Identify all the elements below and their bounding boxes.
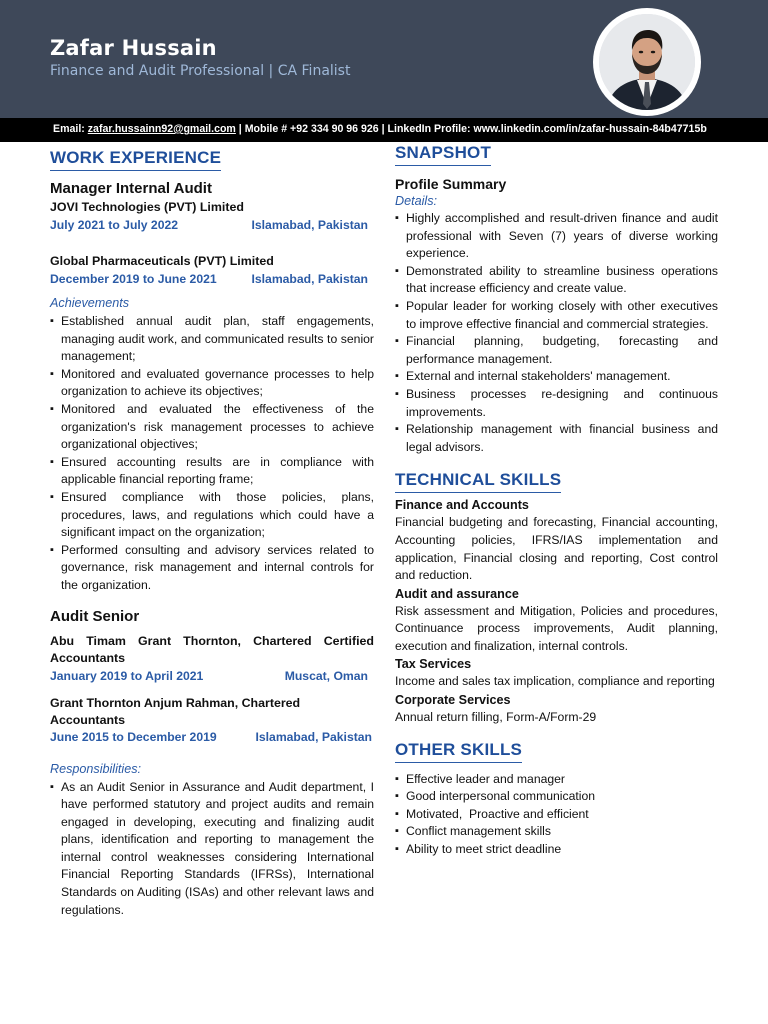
job-dates-row xyxy=(50,668,374,685)
skill-group-text: Income and sales tax implication, compliance and reporting xyxy=(395,674,715,689)
list-item: ▪ Ensured accounting results are in compliance with applicable financial reporting frame; xyxy=(50,454,374,489)
list-item: ▪ Financial planning, budgeting, forecasting and performance management. xyxy=(395,333,718,368)
job-title: Manager Internal Audit xyxy=(50,180,212,197)
contact-bar xyxy=(0,118,768,142)
profile-photo xyxy=(599,14,695,110)
list-item: ▪ Relationship management with financial business and legal advisors. xyxy=(395,421,718,456)
details-label: Details: xyxy=(395,194,437,208)
profile-summary-list xyxy=(395,210,718,456)
job-dates: January 2019 to April 2021 xyxy=(50,668,204,683)
achievements-label: Achievements xyxy=(50,296,130,310)
skill-group-title: Audit and assurance xyxy=(395,586,519,601)
list-item: ▪ Motivated, Proactive and efficient xyxy=(395,806,718,824)
other-skills-list xyxy=(395,771,718,859)
skill-group-text: Risk assessment and Mitigation, Policies and procedures, Continuance process improvements, Audit planning, execution and finalization, internal controls. xyxy=(395,603,718,653)
other-skills-heading: OTHER SKILLS xyxy=(395,740,522,763)
candidate-subtitle: Finance and Audit Professional | CA Finalist xyxy=(50,63,351,79)
skill-group-text: Financial budgeting and forecasting, Financial accounting, Accounting policies, IFRS/IAS implementation and application, Financial closing and reporting, Cost control and reduction. xyxy=(395,515,718,583)
achievements-list xyxy=(50,313,374,595)
skill-group-text: Annual return filling, Form-A/Form-29 xyxy=(395,710,597,725)
job-location: Islamabad, Pakistan xyxy=(251,272,368,286)
linkedin-link[interactable]: LinkedIn Profile: www.linkedin.com/in/zafar-hussain-84b47715b xyxy=(387,123,707,135)
list-item: ▪ As an Audit Senior in Assurance and Audit department, I have performed statutory and project audits and remain engaged in developing, executing and finalizing audit plans, identification and reporting to management the internal control weaknesses considering International Financial Reporting Standards (IFRSs), International Standards on Auditing (ISAs) and other relevant laws and regulations. xyxy=(50,779,374,920)
list-item: ▪ Business processes re-designing and continuous improvements. xyxy=(395,386,718,421)
job-dates: December 2019 to June 2021 xyxy=(50,272,217,286)
list-item: ▪ Demonstrated ability to streamline business operations that increase efficiency and create value. xyxy=(395,263,718,298)
email-link[interactable]: zafar.hussainn92@gmail.com xyxy=(87,123,236,135)
job-dates-row xyxy=(50,271,374,288)
list-item: ▪ Performed consulting and advisory services related to governance, risk management and internal controls for the organization. xyxy=(50,542,374,595)
person-avatar-icon xyxy=(599,14,695,110)
list-item: ▪ Highly accomplished and result-driven finance and audit professional with Seven (7) years of diverse working experience. xyxy=(395,210,718,263)
responsibilities-label: Responsibilities: xyxy=(50,761,141,776)
left-column xyxy=(50,148,374,919)
company-name: Grant Thornton Anjum Rahman, Chartered Accountants xyxy=(50,695,301,727)
list-item: ▪ Monitored and evaluated governance processes to help organization to achieve its objectives; xyxy=(50,366,374,401)
job-title: Audit Senior xyxy=(50,607,140,625)
company-name: Global Pharmaceuticals (PVT) Limited xyxy=(50,254,274,268)
list-item: ▪ Good interpersonal communication xyxy=(395,788,718,806)
technical-skills-heading: TECHNICAL SKILLS xyxy=(395,470,561,493)
list-item: ▪ External and internal stakeholders' management. xyxy=(395,368,718,386)
job-dates-row xyxy=(50,217,374,234)
list-item: ▪ Established annual audit plan, staff engagements, managing audit work, and communicated results to senior management; xyxy=(50,313,374,366)
job-location: Islamabad, Pakistan xyxy=(255,729,372,744)
responsibilities-list xyxy=(50,779,374,920)
email-label: Email: xyxy=(53,123,88,135)
company-name: Abu Timam Grant Thornton, Chartered Certified Accountants xyxy=(50,633,374,665)
mobile-text: | Mobile # +92 334 90 96 926 | xyxy=(235,123,388,135)
list-item: ▪ Ability to meet strict deadline xyxy=(395,841,718,859)
job-dates-row xyxy=(50,729,374,746)
skill-group-title: Tax Services xyxy=(395,657,472,672)
list-item: ▪ Popular leader for working closely with other executives to improve effective financial and commercial strategies. xyxy=(395,298,718,333)
job-dates: July 2021 to July 2022 xyxy=(50,218,179,232)
work-experience-heading: WORK EXPERIENCE xyxy=(50,148,221,171)
company-name: JOVI Technologies (PVT) Limited xyxy=(50,200,244,214)
list-item: ▪ Effective leader and manager xyxy=(395,771,718,789)
list-item: ▪ Ensured compliance with those policies, plans, procedures, laws, and regulations which could have a significant impact on the organization; xyxy=(50,489,374,542)
list-item: ▪ Conflict management skills xyxy=(395,823,718,841)
snapshot-heading: SNAPSHOT xyxy=(395,143,491,166)
right-column xyxy=(395,143,718,859)
skill-group-title: Corporate Services xyxy=(395,693,511,708)
job-dates: June 2015 to December 2019 xyxy=(50,729,217,744)
skill-group-title: Finance and Accounts xyxy=(395,498,529,513)
job-location: Islamabad, Pakistan xyxy=(251,218,368,232)
list-item: ▪ Monitored and evaluated the effectiveness of the organization's risk management processes to achieve organizational objectives; xyxy=(50,401,374,454)
profile-summary-title: Profile Summary xyxy=(395,176,507,192)
job-location: Muscat, Oman xyxy=(284,668,368,683)
candidate-name: Zafar Hussain xyxy=(50,36,217,60)
